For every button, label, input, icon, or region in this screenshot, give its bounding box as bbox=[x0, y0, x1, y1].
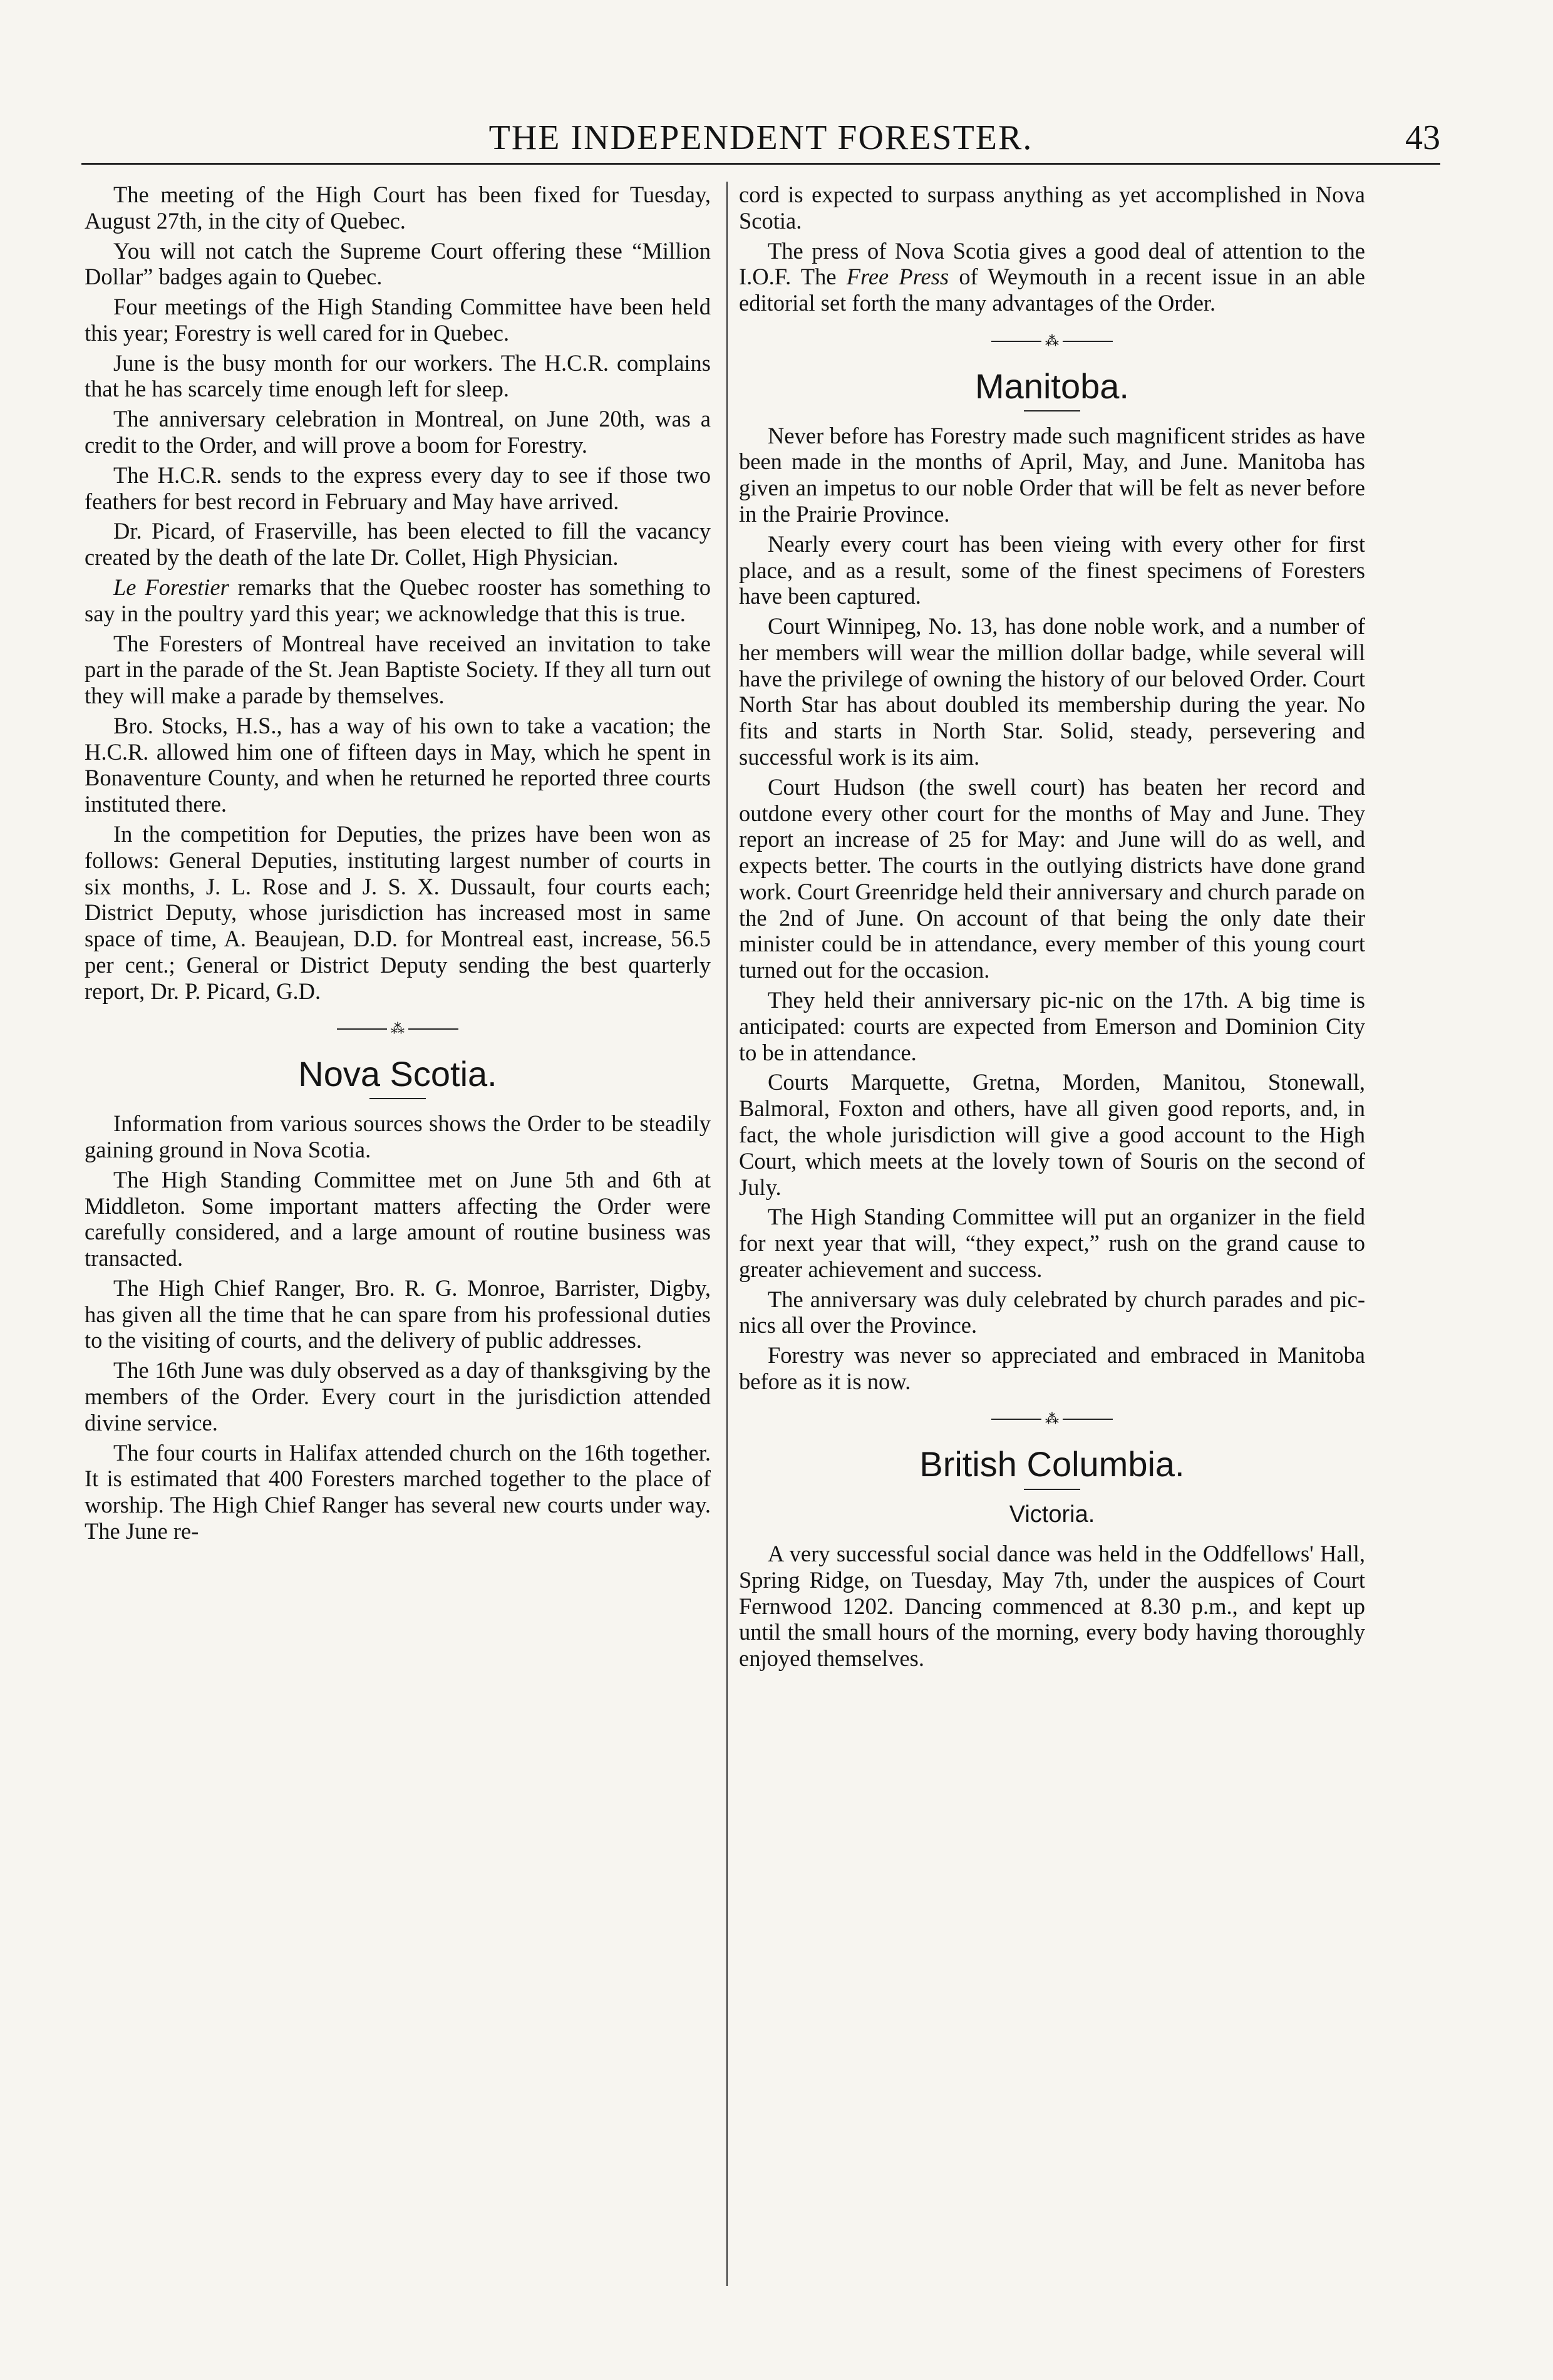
paragraph: Courts Marquette, Gretna, Morden, Manitou, Stonewall, Balmoral, Foxton and others, have all given good reports, and, in fact, the whole jurisdiction will give a good account to the High Court, which meets at the lovely town of Souris on the second of July. bbox=[739, 1069, 1365, 1200]
paragraph: Court Hudson (the swell court) has beaten her record and outdone every other court for the months of May and June. They report an increase of 25 for May: and June will do as well, and expects better. The courts in the outlying districts have done grand work. Court Greenridge held their anniversary and church parade on the 2nd of June. On account of that being the only date their minister could be in attendance, every member of this young court turned out for the occasion. bbox=[739, 773, 1365, 983]
paragraph bbox=[739, 238, 1365, 316]
paragraph: Information from various sources shows the Order to be steadily gaining ground in Nova Scotia. bbox=[85, 1110, 711, 1162]
subheading-victoria: Victoria. bbox=[1009, 1501, 1095, 1528]
paragraph-text: remarks that the Quebec rooster has something to say in the poultry yard this year; we acknowledge that this is true. bbox=[85, 574, 711, 626]
paragraph: In the competition for Deputies, the prizes have been won as follows: General Deputies, instituting largest number of courts in six months, J. L. Rose and J. S. X. Dussault, four courts each; District Deputy, whose jurisdiction has increased most in same space of time, A. Beaujean, D.D. for Montreal east, increase, 56.5 per cent.; General or District Deputy sending the best quarterly report, Dr. P. Picard, G.D. bbox=[85, 820, 711, 1004]
paragraph: The High Standing Committee met on June 5th and 6th at Middleton. Some important matters affecting the Order were carefully considered, and a large amount of routine business was transacted. bbox=[85, 1166, 711, 1271]
paragraph-continued: cord is expected to surpass anything as yet accomplished in Nova Scotia. bbox=[739, 182, 1365, 234]
left-column bbox=[85, 182, 711, 2286]
paragraph: You will not catch the Supreme Court offering these “Million Dollar” badges again to Quebec. bbox=[85, 237, 711, 290]
flourish-ornament: ⁂ bbox=[1045, 333, 1059, 349]
publication-name: Le Forestier bbox=[113, 574, 229, 600]
paragraph: Dr. Picard, of Fraserville, has been elected to fill the vacancy created by the death of the late Dr. Collet, High Physician. bbox=[85, 518, 711, 571]
publication-name: Free Press bbox=[846, 264, 949, 290]
paragraph-text: of Weymouth in a recent issue in an able editorial set forth the many advantages of the Order. bbox=[739, 264, 1365, 316]
heading-rule bbox=[1024, 1489, 1080, 1490]
section-divider bbox=[85, 1020, 711, 1035]
paragraph: Nearly every court has been vieing with every other for first place, and as a result, some of the finest specimens of Foresters have been captured. bbox=[739, 530, 1365, 609]
paragraph: Never before has Forestry made such magnificent strides as have been made in the months of April, May, and June. Manitoba has given an impetus to our noble Order that will be felt as never before in the Prairie Province. bbox=[739, 422, 1365, 527]
right-column bbox=[739, 182, 1365, 2286]
section-divider bbox=[739, 333, 1365, 348]
paragraph: Court Winnipeg, No. 13, has done noble work, and a number of her members will wear the million dollar badge, while several will have the privilege of owning the history of our beloved Order. Court North Star has about doubled its membership during the year. No fits and starts in North Star. Solid, steady, persevering and successful work is its aim. bbox=[739, 613, 1365, 770]
paragraph: The High Chief Ranger, Bro. R. G. Monroe, Barrister, Digby, has given all the time that he can spare from his professional duties to the visiting of courts, and the delivery of public addresses. bbox=[85, 1275, 711, 1353]
paragraph bbox=[85, 574, 711, 627]
section-heading-british-columbia: British Columbia. bbox=[919, 1444, 1185, 1484]
paragraph-text: The press of Nova Scotia gives a good deal of attention to the I.O.F. The bbox=[739, 237, 1365, 290]
paragraph: A very successful social dance was held in the Oddfellows' Hall, Spring Ridge, on Tuesday, May 7th, under the auspices of Court Fernwood 1202. Dancing commenced at 8.30 p.m., and kept up until the small hours of the morning, every body having thoroughly enjoyed themselves. bbox=[739, 1541, 1365, 1672]
paragraph: The anniversary celebration in Montreal, on June 20th, was a credit to the Order, and will prove a boom for Forestry. bbox=[85, 406, 711, 458]
paragraph: The meeting of the High Court has been fixed for Tuesday, August 27th, in the city of Quebec. bbox=[85, 182, 711, 234]
paragraph: They held their anniversary pic-nic on the 17th. A big time is anticipated: courts are expected from Emerson and Dominion City to be in attendance. bbox=[739, 987, 1365, 1065]
column-rule bbox=[726, 182, 728, 2286]
paragraph: The Foresters of Montreal have received an invitation to take part in the parade of the St. Jean Baptiste Society. If they all turn out they will make a parade by themselves. bbox=[85, 630, 711, 709]
flourish-ornament: ⁂ bbox=[1045, 1411, 1059, 1427]
heading-rule bbox=[369, 1098, 426, 1099]
paragraph: June is the busy month for our workers. The H.C.R. complains that he has scarcely time enough left for sleep. bbox=[85, 349, 711, 402]
section-divider bbox=[739, 1411, 1365, 1426]
running-header bbox=[81, 113, 1440, 165]
heading-rule bbox=[1024, 410, 1080, 411]
paragraph: The High Standing Committee will put an organizer in the field for next year that will, “they expect,” rush on the grand cause to greater achievement and success. bbox=[739, 1204, 1365, 1282]
paragraph: The H.C.R. sends to the express every day to see if those two feathers for best record in February and May have arrived. bbox=[85, 462, 711, 514]
paragraph: Four meetings of the High Standing Committee have been held this year; Forestry is well cared for in Quebec. bbox=[85, 294, 711, 346]
paragraph: Bro. Stocks, H.S., has a way of his own to take a vacation; the H.C.R. allowed him one of fifteen days in May, which he spent in Bonaventure County, and when he returned he reported three courts instituted there. bbox=[85, 712, 711, 817]
section-heading-manitoba: Manitoba. bbox=[975, 366, 1129, 406]
paragraph: The anniversary was duly celebrated by church parades and pic-nics all over the Province. bbox=[739, 1286, 1365, 1338]
paragraph: The four courts in Halifax attended church on the 16th together. It is estimated that 400 Foresters marched together to the place of worship. The High Chief Ranger has several new courts under way. The June re- bbox=[85, 1439, 711, 1544]
journal-title: THE INDEPENDENT FORESTER. bbox=[488, 118, 1033, 157]
flourish-ornament: ⁂ bbox=[391, 1021, 405, 1037]
paragraph: Forestry was never so appreciated and embraced in Manitoba before as it is now. bbox=[739, 1342, 1365, 1394]
page-number: 43 bbox=[1405, 118, 1440, 157]
section-heading-nova-scotia: Nova Scotia. bbox=[298, 1054, 497, 1094]
paragraph: The 16th June was duly observed as a day of thanksgiving by the members of the Order. Every court in the jurisdiction attended divine service. bbox=[85, 1357, 711, 1436]
